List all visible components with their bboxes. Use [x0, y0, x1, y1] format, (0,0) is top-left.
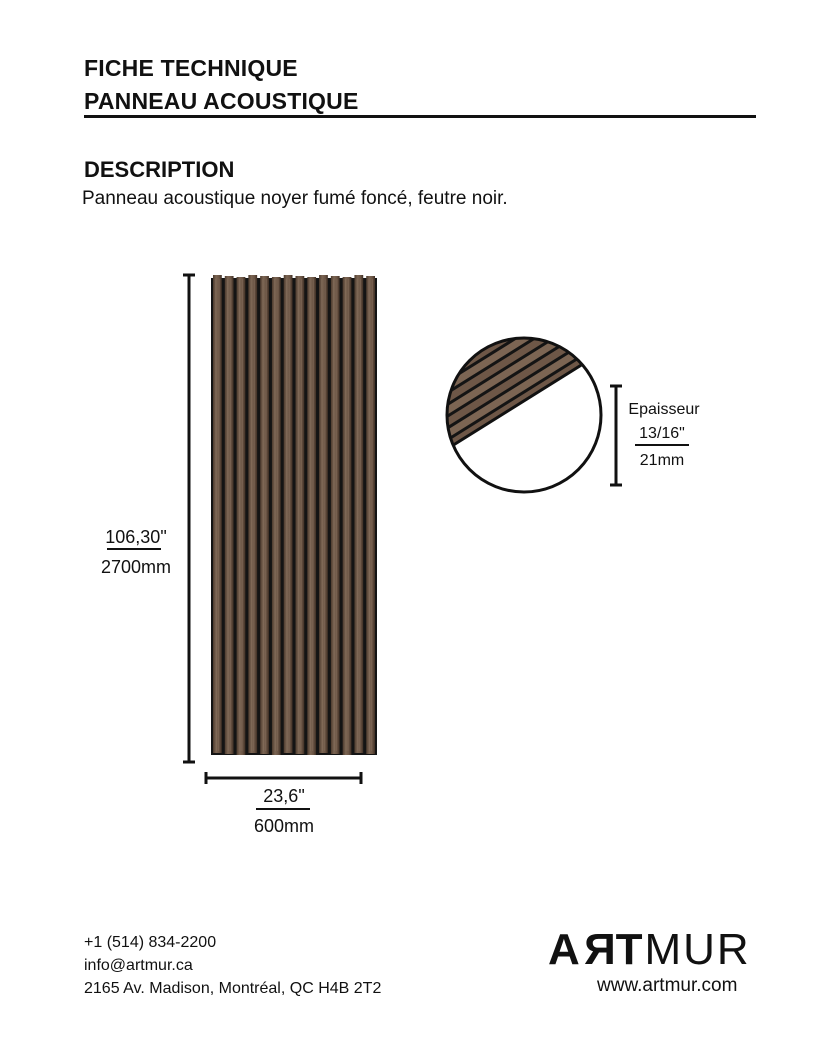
width-mm: 600mm	[253, 816, 315, 836]
wood-slat	[319, 275, 328, 753]
description-text: Panneau acoustique noyer fumé foncé, feutre noir.	[82, 188, 508, 209]
contact-email: info@artmur.ca	[84, 957, 193, 974]
wood-slat	[284, 275, 293, 753]
page-title-line1: FICHE TECHNIQUE	[84, 55, 298, 81]
header-divider	[84, 115, 756, 118]
width-fraction-bar	[256, 808, 310, 810]
artmur-logo	[548, 926, 751, 974]
logo-letter-a: A	[548, 925, 582, 974]
height-inches: 106,30"	[105, 527, 167, 547]
description-heading: DESCRIPTION	[84, 157, 235, 182]
height-mm: 2700mm	[100, 557, 172, 577]
panel-drawing	[170, 265, 390, 790]
website-link[interactable]: www.artmur.com	[597, 975, 738, 996]
wood-slat	[354, 275, 363, 753]
height-fraction-bar	[107, 548, 161, 550]
thickness-fraction-bar	[635, 444, 689, 446]
thickness-inches: 13/16"	[639, 425, 685, 442]
wood-slat	[237, 277, 246, 755]
page-title-line2: PANNEAU ACOUSTIQUE	[84, 88, 359, 114]
panel-detail-circle	[440, 333, 610, 498]
wood-slat	[296, 276, 305, 754]
contact-address: 2165 Av. Madison, Montréal, QC H4B 2T2	[84, 980, 382, 997]
wood-slat	[343, 277, 352, 755]
acoustic-panel	[211, 275, 377, 755]
logo-letter-r: R	[581, 925, 616, 974]
logo-mur: MUR	[644, 925, 751, 974]
wood-slat	[331, 276, 340, 754]
contact-phone: +1 (514) 834-2200	[84, 934, 217, 951]
width-inches: 23,6"	[263, 786, 305, 806]
wood-slat	[213, 275, 222, 753]
wood-slat	[225, 276, 234, 754]
width-dimension-line	[200, 768, 370, 788]
wood-slat	[248, 275, 257, 753]
wood-slat	[272, 277, 281, 755]
wood-slat	[366, 276, 375, 754]
height-dimension-line	[183, 275, 195, 762]
logo-letter-t: T	[615, 925, 645, 974]
wood-slat	[260, 276, 269, 754]
thickness-label: Epaisseur	[628, 401, 700, 418]
wood-slat	[307, 277, 316, 755]
thickness-mm: 21mm	[639, 452, 685, 469]
